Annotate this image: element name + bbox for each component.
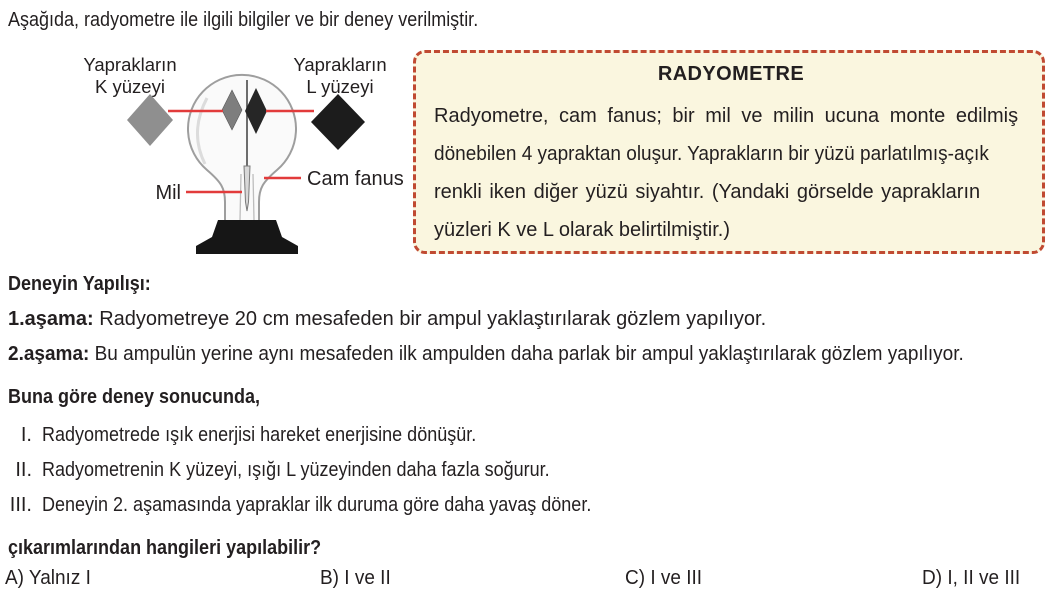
step-1-label: 1.aşama: (8, 308, 94, 330)
statement-1 (0, 424, 524, 447)
step-1-text: Radyometreye 20 cm mesafeden bir ampul yaklaştırılarak gözlem yapılıyor. (99, 308, 767, 330)
info-box-line: renkli iken diğer yüzü siyahtır. (Yandaki görselde yaprakların (434, 181, 981, 203)
label-l-line1: Yaprakların (293, 54, 387, 75)
option-b: B) I ve II (320, 567, 391, 589)
label-cam-fanus: Cam fanus (307, 168, 404, 190)
experiment-step-2 (8, 343, 964, 366)
statement-2-numeral: II. (15, 459, 32, 481)
question-closing: çıkarımlarından hangileri yapılabilir? (8, 537, 322, 559)
statement-2 (0, 459, 606, 482)
info-box-line: dönebilen 4 yapraktan oluşur. Yaprakların bir yüzü parlatılmış-açık (434, 143, 989, 165)
glass-bulb (188, 75, 296, 222)
radiometer-base (196, 220, 298, 254)
option-d: D) I, II ve III (922, 567, 1021, 589)
step-2-text: Bu ampulün yerine aynı mesafeden ilk ampulden daha parlak bir ampul yaklaştırılarak gözlem yapılıyor. (94, 343, 964, 365)
intro-text: Aşağıda, radyometre ile ilgili bilgiler ve bir deney verilmiştir. (8, 9, 479, 31)
statement-1-text: Radyometrede ışık enerjisi hareket enerjisine dönüşür. (42, 424, 477, 446)
experiment-step-1 (8, 308, 766, 331)
label-k-line1: Yaprakların (83, 54, 177, 75)
radiometer-figure (55, 50, 415, 262)
statement-1-numeral: I. (20, 424, 32, 446)
info-box-line: yüzleri K ve L olarak belirtilmiştir.) (434, 219, 731, 241)
info-box-title: RADYOMETRE (657, 63, 805, 85)
info-box-line: Radyometre, cam fanus; bir mil ve milin ucuna monte edilmiş (434, 105, 1019, 127)
info-box (413, 50, 1045, 254)
label-mil: Mil (155, 182, 181, 204)
option-a: A) Yalnız I (5, 567, 91, 589)
info-box-body (434, 97, 1028, 249)
statement-2-text: Radyometrenin K yüzeyi, ışığı L yüzeyinden daha fazla soğurur. (42, 459, 550, 481)
vane-l-outer (311, 94, 365, 150)
step-2-label: 2.aşama: (8, 343, 90, 365)
option-c: C) I ve III (625, 567, 703, 589)
statement-3-text: Deneyin 2. aşamasında yapraklar ilk duruma göre daha yavaş döner. (42, 494, 592, 516)
label-k-line2: K yüzeyi (95, 76, 165, 97)
label-l-line2: L yüzeyi (306, 76, 374, 97)
vane-k-outer (127, 94, 173, 146)
statement-3 (0, 494, 652, 517)
question-lead: Buna göre deney sonucunda, (8, 386, 261, 408)
experiment-heading: Deneyin Yapılışı: (8, 273, 151, 295)
statement-3-numeral: III. (9, 494, 32, 516)
